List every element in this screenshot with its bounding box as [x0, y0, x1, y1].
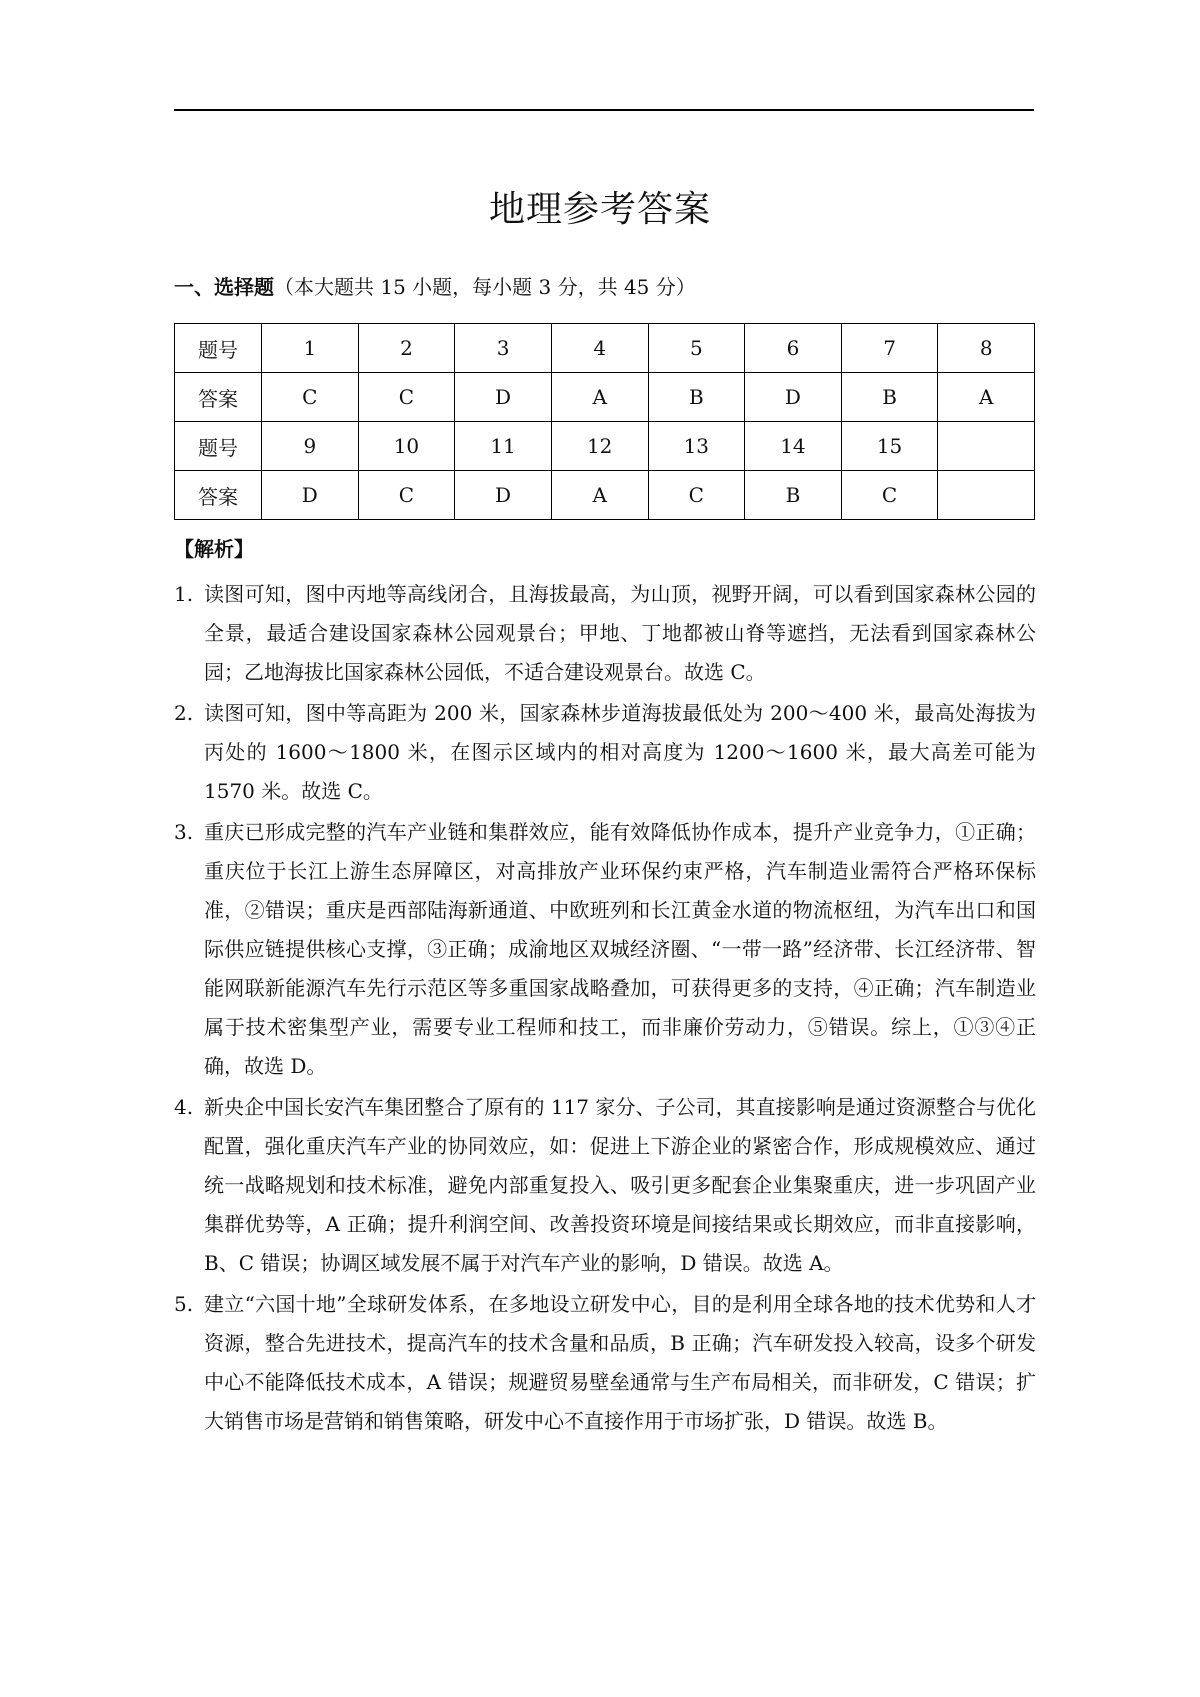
table-cell: 答案	[175, 471, 262, 520]
analysis-list	[174, 575, 1036, 1443]
list-item	[174, 813, 1036, 1086]
table-cell	[938, 471, 1035, 520]
table-cell: 15	[841, 422, 938, 471]
table-cell: 8	[938, 324, 1035, 373]
table-cell: 题号	[175, 324, 262, 373]
item-number: 3.	[174, 820, 194, 844]
item-text: 读图可知，图中等高距为 200 米，国家森林步道海拔最低处为 200～400 米，最高处海拔为丙处的 1600～1800 米，在图示区域内的相对高度为 1200～1600 米，最大高差可能为 1570 米。故选 C。	[204, 701, 1036, 803]
item-text: 新央企中国长安汽车集团整合了原有的 117 家分、子公司，其直接影响是通过资源整合与优化配置，强化重庆汽车产业的协同效应，如：促进上下游企业的紧密合作，形成规模效应、通过统一战略规划和技术标准，避免内部重复投入、吸引更多配套企业集聚重庆，进一步巩固产业集群优势等，A 正确；提升利润空间、改善投资环境是间接结果或长期效应，而非直接影响，B、C 错误；协调区域发展不属于对汽车产业的影响，D 错误。故选 A。	[204, 1095, 1036, 1275]
section-heading	[174, 272, 696, 302]
item-number: 4.	[174, 1095, 194, 1119]
table-cell: B	[745, 471, 842, 520]
table-row	[175, 471, 1035, 520]
header-rule	[174, 109, 1034, 111]
item-number: 5.	[174, 1292, 194, 1316]
table-cell: D	[455, 471, 552, 520]
section-label: 一、选择题	[174, 275, 274, 299]
item-number: 2.	[174, 701, 194, 725]
list-item	[174, 1088, 1036, 1283]
table-cell: C	[841, 471, 938, 520]
table-cell: 题号	[175, 422, 262, 471]
table-cell: 2	[358, 324, 455, 373]
table-cell: 9	[262, 422, 359, 471]
item-number: 1.	[174, 582, 194, 606]
item-text: 建立“六国十地”全球研发体系，在多地设立研发中心，目的是利用全球各地的技术优势和人才资源，整合先进技术，提高汽车的技术含量和品质，B 正确；汽车研发投入较高，设多个研发中心不能降低技术成本，A 错误；规避贸易壁垒通常与生产布局相关，而非研发，C 错误；扩大销售市场是营销和销售策略，研发中心不直接作用于市场扩张，D 错误。故选 B。	[204, 1292, 1036, 1433]
table-cell: 4	[551, 324, 648, 373]
list-item	[174, 575, 1036, 692]
table-cell	[938, 422, 1035, 471]
table-cell: 答案	[175, 373, 262, 422]
table-cell: 7	[841, 324, 938, 373]
table-cell: D	[455, 373, 552, 422]
table-row	[175, 422, 1035, 471]
table-cell: C	[358, 471, 455, 520]
table-cell: 11	[455, 422, 552, 471]
table-cell: C	[262, 373, 359, 422]
section-note: （本大题共 15 小题，每小题 3 分，共 45 分）	[274, 275, 696, 299]
table-cell: A	[938, 373, 1035, 422]
table-cell: D	[745, 373, 842, 422]
answer-table	[174, 323, 1035, 520]
table-row	[175, 373, 1035, 422]
item-text: 读图可知，图中丙地等高线闭合，且海拔最高，为山顶，视野开阔，可以看到国家森林公园的全景，最适合建设国家森林公园观景台；甲地、丁地都被山脊等遮挡，无法看到国家森林公园；乙地海拔比国家森林公园低，不适合建设观景台。故选 C。	[204, 582, 1036, 684]
table-cell: 12	[551, 422, 648, 471]
table-cell: B	[648, 373, 745, 422]
analysis-heading: 【解析】	[174, 537, 254, 561]
table-cell: 13	[648, 422, 745, 471]
table-cell: 10	[358, 422, 455, 471]
item-text: 重庆已形成完整的汽车产业链和集群效应，能有效降低协作成本，提升产业竞争力，①正确；重庆位于长江上游生态屏障区，对高排放产业环保约束严格，汽车制造业需符合严格环保标准，②错误；重庆是西部陆海新通道、中欧班列和长江黄金水道的物流枢纽，为汽车出口和国际供应链提供核心支撑，③正确；成渝地区双城经济圈、“一带一路”经济带、长江经济带、智能网联新能源汽车先行示范区等多重国家战略叠加，可获得更多的支持，④正确；汽车制造业属于技术密集型产业，需要专业工程师和技工，而非廉价劳动力，⑤错误。综上，①③④正确，故选 D。	[204, 820, 1036, 1078]
table-cell: C	[648, 471, 745, 520]
table-cell: 3	[455, 324, 552, 373]
table-cell: A	[551, 471, 648, 520]
list-item	[174, 1285, 1036, 1441]
table-cell: 14	[745, 422, 842, 471]
table-row	[175, 324, 1035, 373]
page-title: 地理参考答案	[488, 189, 711, 230]
table-cell: 6	[745, 324, 842, 373]
list-item	[174, 694, 1036, 811]
table-cell: D	[262, 471, 359, 520]
table-cell: A	[551, 373, 648, 422]
table-cell: B	[841, 373, 938, 422]
table-cell: C	[358, 373, 455, 422]
table-cell: 1	[262, 324, 359, 373]
table-cell: 5	[648, 324, 745, 373]
